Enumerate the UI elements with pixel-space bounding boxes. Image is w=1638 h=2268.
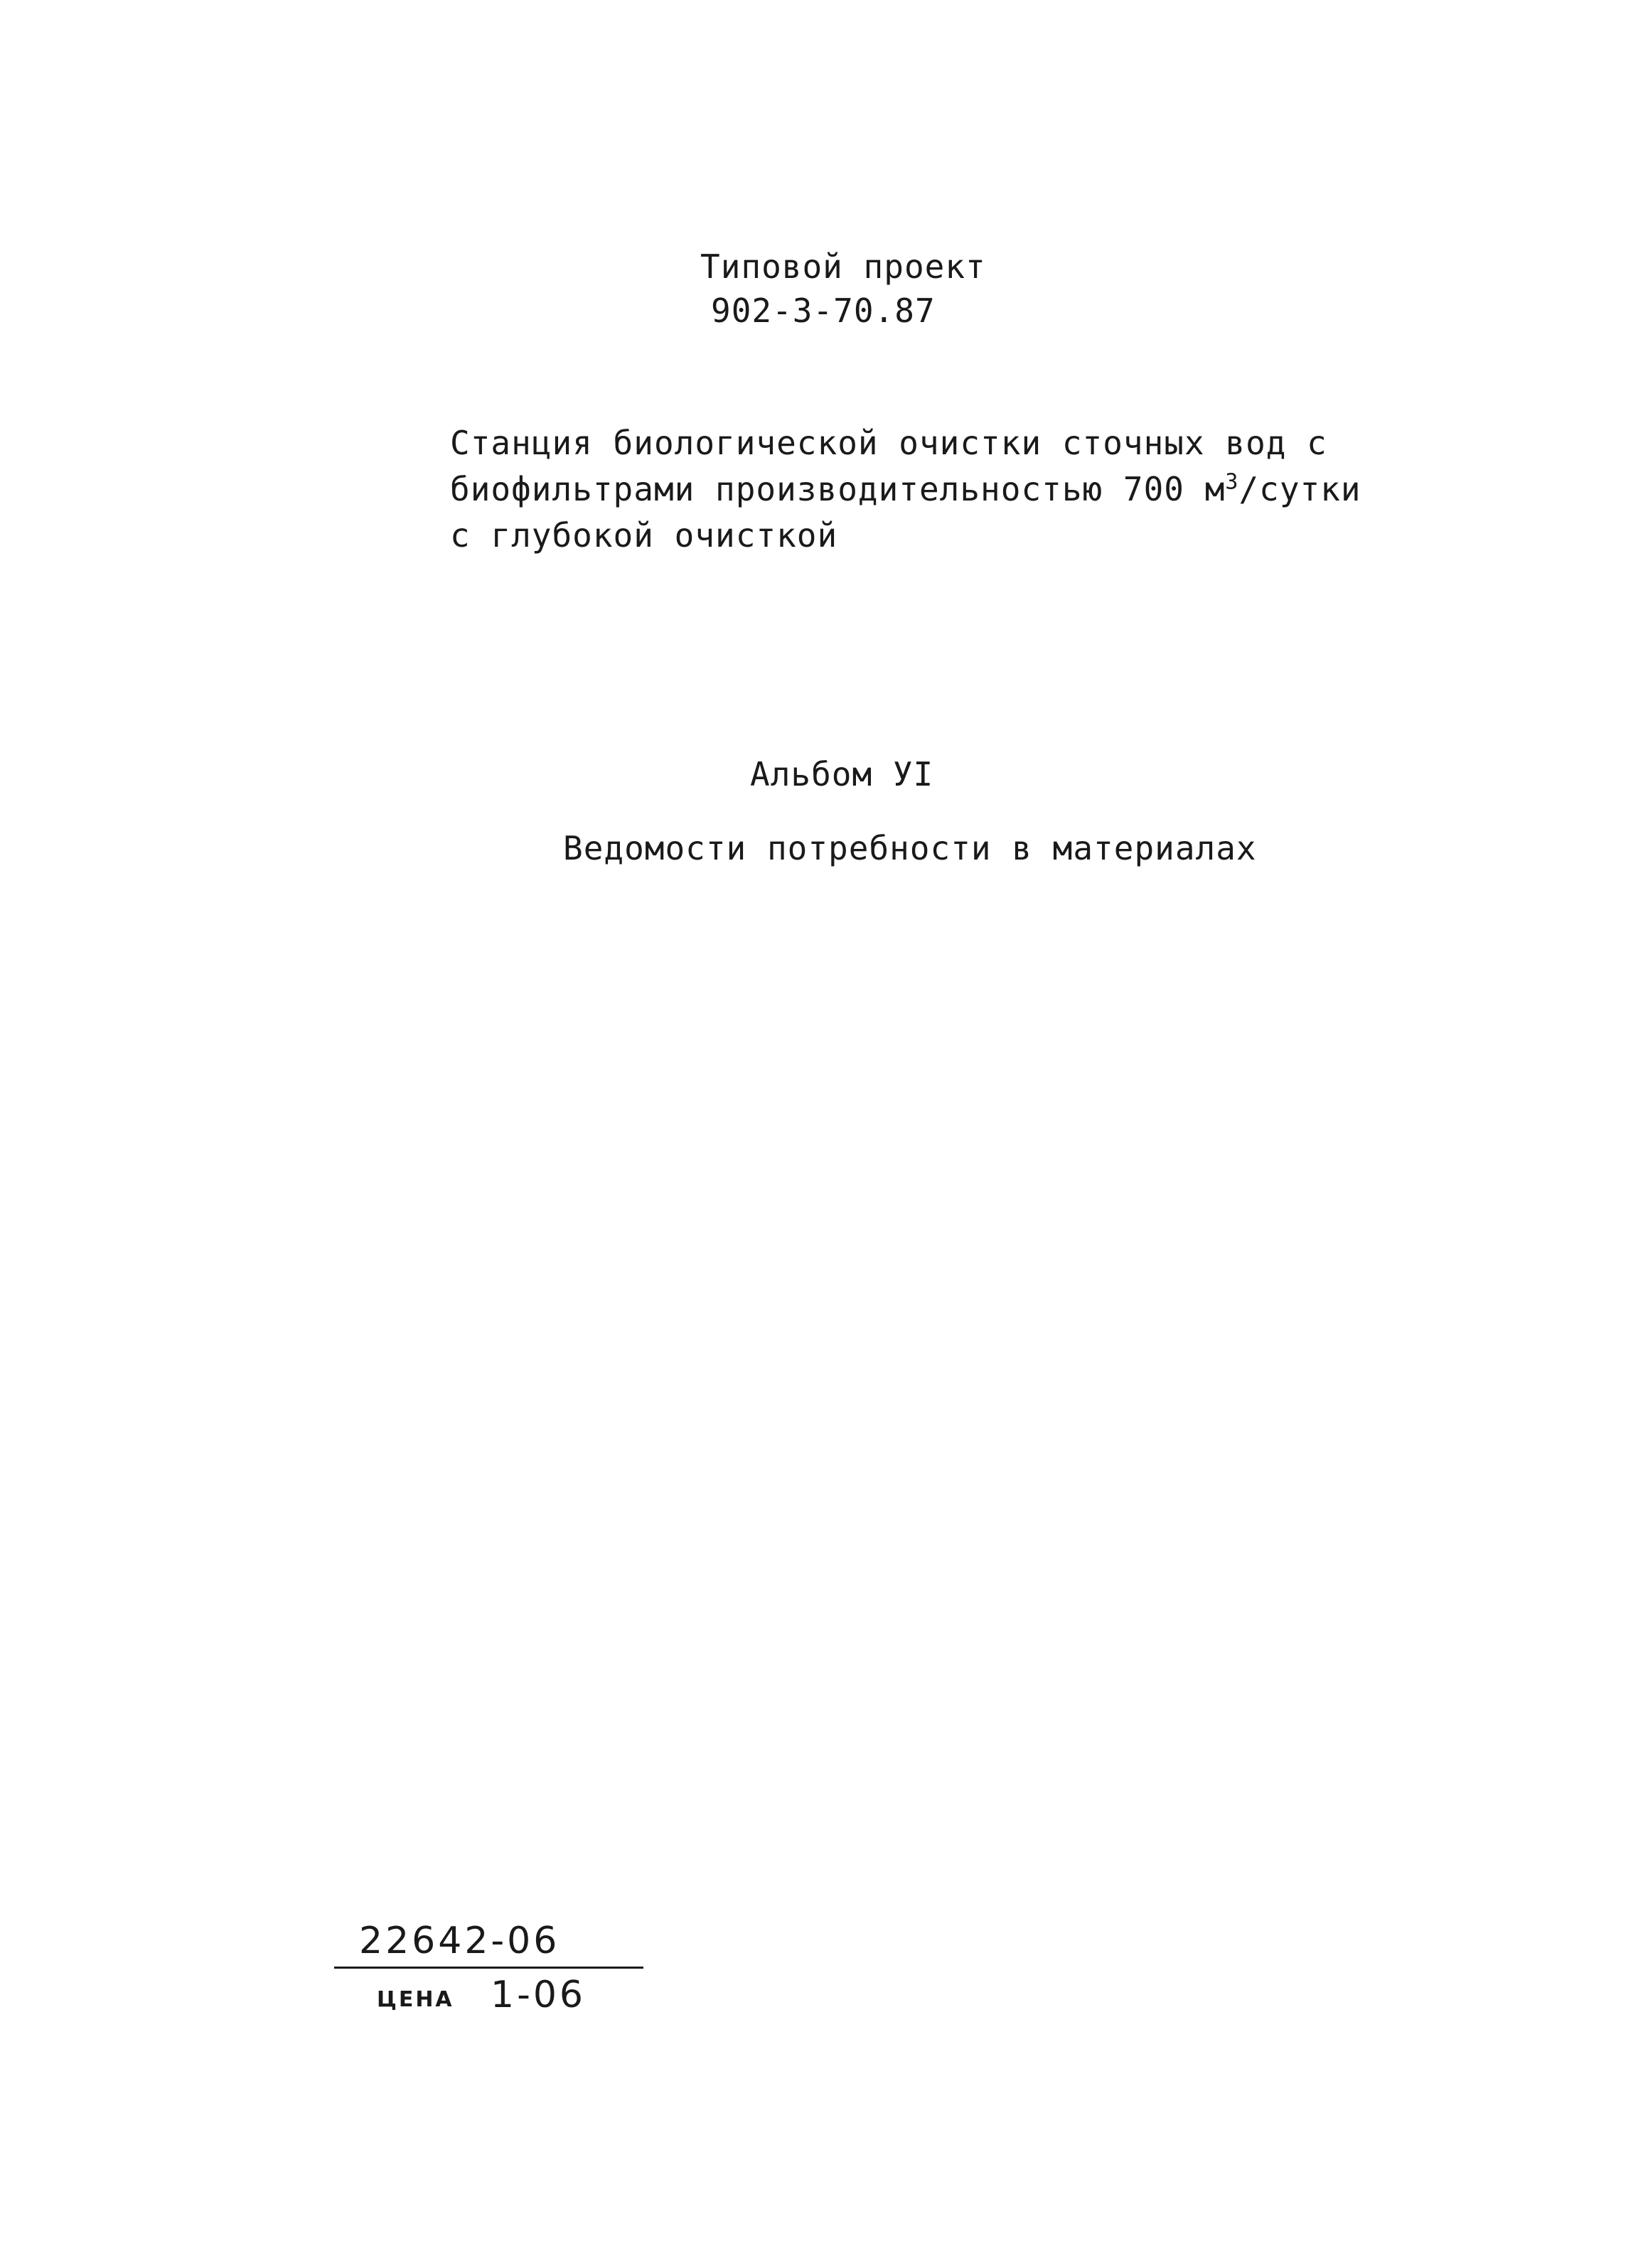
price-label: ЦЕНА — [377, 1987, 454, 2012]
title-line-2 — [450, 466, 1361, 513]
title-line-3: с глубокой очисткой — [450, 516, 838, 555]
album-label: Альбом УI — [750, 755, 934, 793]
album-subtitle: Ведомости потребности в материалах — [563, 829, 1257, 867]
inventory-number: 22642-06 — [359, 1920, 560, 1962]
project-type-heading: Типовой проект — [700, 247, 986, 286]
stamp-divider — [334, 1967, 643, 1969]
cubic-superscript: 3 — [1225, 469, 1239, 495]
title-line-2-text: биофильтрами производительностью 700 м — [450, 470, 1226, 508]
title-line-2-unit: /сутки — [1238, 470, 1361, 508]
title-line-1: Станция биологической очистки сточных вод с — [450, 424, 1327, 462]
project-number: 902-3-70.87 — [711, 291, 936, 330]
price-value: 1-06 — [491, 1974, 587, 2016]
